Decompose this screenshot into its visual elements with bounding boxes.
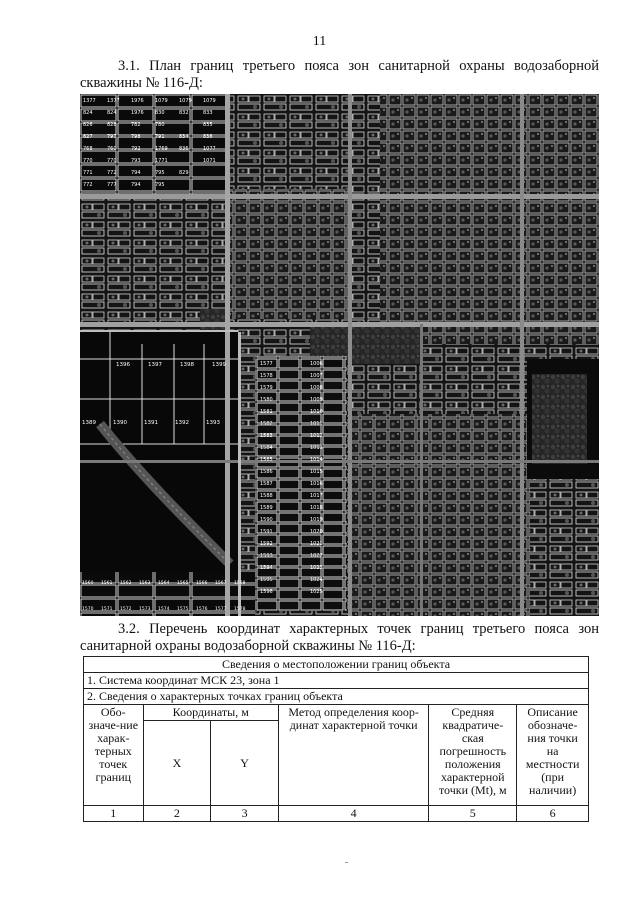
parcel-label: 1024: [310, 577, 323, 583]
parcel-label: 1575: [177, 607, 189, 612]
parcel-label: 1006: [310, 361, 323, 367]
col-number-5: 5: [429, 806, 517, 822]
parcel-label: 1565: [177, 581, 189, 586]
parcel-label: 1377: [107, 98, 120, 104]
parcel-label: 1582: [260, 421, 273, 427]
parcel-label: 1577: [260, 361, 273, 367]
parcel-label: 1596: [260, 589, 273, 595]
parcel-label: 1589: [260, 505, 273, 511]
parcel-label: 1071: [203, 158, 216, 164]
parcel-label: 1587: [260, 481, 273, 487]
parcel-label: 1017: [310, 493, 323, 499]
parcel-label: 1390: [113, 420, 127, 426]
parcel-label: 794: [131, 182, 141, 188]
page-speck: [345, 862, 348, 863]
parcel-label: 793: [131, 158, 141, 164]
parcel-label: 1580: [260, 397, 273, 403]
parcel-label: 1568: [234, 581, 246, 586]
parcel-label: 1590: [260, 517, 273, 523]
page-number: 11: [312, 34, 327, 49]
parcel-label: 1593: [260, 553, 273, 559]
parcel-label: 835: [203, 122, 213, 128]
parcel-label: 792: [131, 146, 141, 152]
parcel-label: 1012: [310, 433, 323, 439]
parcel-label: 1010: [310, 409, 323, 415]
parcel-label: 1020: [310, 529, 323, 535]
parcel-label: 1576: [196, 607, 208, 612]
parcel-label: 797: [107, 134, 117, 140]
coordinates-table: [83, 656, 589, 822]
parcel-label: 795: [155, 170, 165, 176]
parcel-label: 1573: [139, 607, 151, 612]
col-x: X: [143, 721, 211, 806]
parcel-label: 1011: [310, 421, 323, 427]
parcel-label: 770: [107, 158, 117, 164]
col-number-2: 2: [143, 806, 211, 822]
col-description: Описание обозначе-ния точки на местности (при наличии): [517, 705, 589, 806]
parcel-label: 1560: [82, 581, 94, 586]
parcel-label: 1022: [310, 553, 323, 559]
parcel-label: 829: [179, 170, 189, 176]
parcel-label: 1567: [215, 581, 227, 586]
parcel-label: 824: [107, 110, 117, 116]
parcel-label: 1586: [260, 469, 273, 475]
parcel-label: 1007: [310, 373, 323, 379]
parcel-label: 1377: [83, 98, 96, 104]
parcel-label: 1397: [148, 362, 162, 368]
parcel-label: 1585: [260, 457, 273, 463]
parcel-label: 834: [179, 134, 189, 140]
parcel-label: 1396: [116, 362, 130, 368]
parcel-label: 1561: [101, 581, 113, 586]
parcel-label: 1013: [310, 445, 323, 451]
col-accuracy: Средняя квадратиче-ская погрешность положения характерной точки (Mt), м: [429, 705, 517, 806]
parcel-label: 777: [107, 182, 117, 188]
parcel-label: 1399: [212, 362, 226, 368]
parcel-label: 824: [83, 110, 93, 116]
parcel-label: 768: [83, 146, 93, 152]
parcel-label: 1008: [310, 385, 323, 391]
parcel-label: 1564: [158, 581, 170, 586]
parcel-label: 791: [155, 134, 165, 140]
parcel-label: 1577: [215, 607, 227, 612]
parcel-label: 1592: [260, 541, 273, 547]
col-coordinates: Координаты, м: [143, 705, 278, 721]
map-section-title: 3.1. План границ третьего пояса зон санитарной охраны водозаборной скважины № 116-Д:: [80, 58, 599, 91]
parcel-label: 1077: [203, 146, 216, 152]
parcel-label: 830: [155, 110, 165, 116]
parcel-label: 1018: [310, 505, 323, 511]
parcel-label: 772: [107, 170, 117, 176]
parcel-label: 1014: [310, 457, 323, 463]
parcel-label: 1571: [101, 607, 113, 612]
parcel-label: 833: [203, 110, 213, 116]
parcel-label: 1562: [120, 581, 132, 586]
parcel-label: 1016: [310, 481, 323, 487]
cadastral-map-drawing: [80, 94, 599, 616]
parcel-label: 836: [203, 134, 213, 140]
parcel-label: 1079: [155, 98, 168, 104]
cadastral-map: [80, 94, 599, 616]
parcel-label: 798: [131, 134, 141, 140]
parcel-label: 1023: [310, 565, 323, 571]
parcel-label: 826: [83, 122, 93, 128]
parcel-label: 780: [155, 122, 165, 128]
parcel-label: 1570: [82, 607, 94, 612]
parcel-label: 1391: [144, 420, 158, 426]
parcel-label: 1025: [310, 589, 323, 595]
parcel-label: 1015: [310, 469, 323, 475]
table-row-system: 1. Система координат МСК 23, зона 1: [84, 673, 589, 689]
parcel-label: 795: [155, 182, 165, 188]
parcel-label: 832: [179, 110, 189, 116]
table-row-points: 2. Сведения о характерных точках границ объекта: [84, 689, 589, 705]
parcel-label: 1769: [155, 146, 168, 152]
parcel-label: 1574: [158, 607, 170, 612]
parcel-label: 771: [83, 170, 93, 176]
parcel-label: 1976: [131, 98, 144, 104]
parcel-label: 1976: [131, 110, 144, 116]
parcel-label: 828: [107, 122, 117, 128]
parcel-label: 1009: [310, 397, 323, 403]
parcel-label: 772: [83, 182, 93, 188]
parcel-label: 760: [107, 146, 117, 152]
col-number-6: 6: [517, 806, 589, 822]
parcel-label: 1566: [196, 581, 208, 586]
parcel-label: 770: [83, 158, 93, 164]
parcel-label: 1594: [260, 565, 273, 571]
col-designation: Обо-значе-ние харак-терных точек границ: [84, 705, 144, 806]
parcel-label: 1584: [260, 445, 273, 451]
col-number-4: 4: [278, 806, 428, 822]
parcel-label: 1579: [260, 385, 273, 391]
parcel-label: 1563: [139, 581, 151, 586]
parcel-label: 1019: [310, 517, 323, 523]
parcel-label: 1389: [82, 420, 96, 426]
parcel-label: 1588: [260, 493, 273, 499]
parcel-label: 1591: [260, 529, 273, 535]
parcel-label: 1021: [310, 541, 323, 547]
col-method: Метод определения коор-динат характерной точки: [278, 705, 428, 806]
parcel-label: 1595: [260, 577, 273, 583]
table-header-main: Сведения о местоположении границ объекта: [84, 657, 589, 673]
parcel-label: 1079: [179, 98, 192, 104]
parcel-label: 836: [179, 146, 189, 152]
parcel-label: 1581: [260, 409, 273, 415]
parcel-label: 1771: [155, 158, 168, 164]
parcel-label: 1393: [206, 420, 220, 426]
col-number-1: 1: [84, 806, 144, 822]
parcel-label: 1572: [120, 607, 132, 612]
parcel-label: 1392: [175, 420, 189, 426]
parcel-label: 1079: [203, 98, 216, 104]
col-number-3: 3: [211, 806, 279, 822]
col-y: Y: [211, 721, 279, 806]
parcel-label: 782: [131, 122, 141, 128]
parcel-label: 1578: [234, 607, 246, 612]
parcel-label: 794: [131, 170, 141, 176]
parcel-label: 1583: [260, 433, 273, 439]
parcel-label: 827: [83, 134, 93, 140]
parcel-label: 1398: [180, 362, 194, 368]
parcel-label: 1578: [260, 373, 273, 379]
list-section-title: 3.2. Перечень координат характерных точек границ третьего пояса зон санитарной охраны водозаборной скважины № 116-Д:: [80, 621, 599, 654]
